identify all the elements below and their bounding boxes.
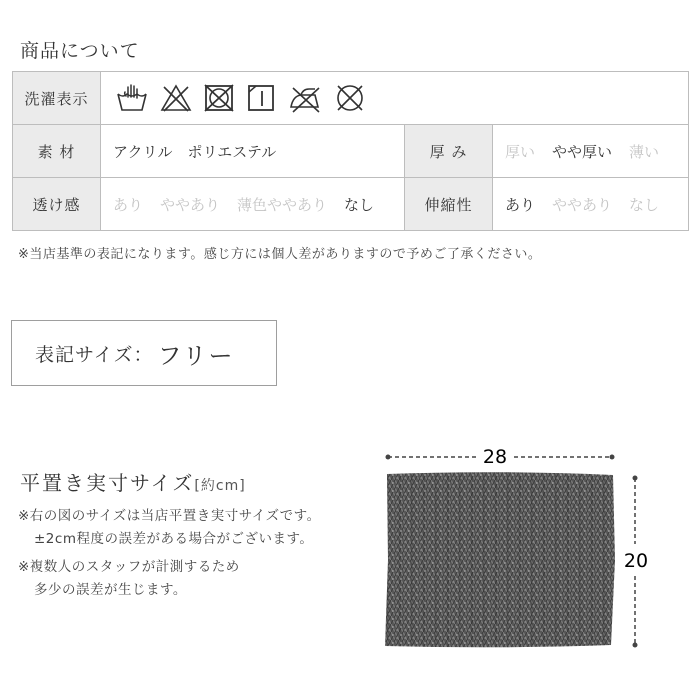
no-bleach-icon bbox=[160, 83, 192, 113]
material-row bbox=[13, 125, 689, 178]
option-somewhat: ややあり bbox=[552, 195, 613, 214]
flat-size-unit: [約cm] bbox=[194, 478, 246, 494]
size-note-1 bbox=[18, 505, 321, 551]
size-label: 表記サイズ： bbox=[35, 343, 154, 366]
hand-wash-icon bbox=[115, 83, 149, 113]
option-thin: 薄い bbox=[629, 142, 660, 161]
transparency-row bbox=[13, 178, 689, 231]
section-title: 商品について bbox=[20, 40, 140, 62]
size-note-line3: ※複数人のスタッフが計測するため bbox=[18, 559, 240, 575]
wash-row bbox=[13, 72, 689, 125]
no-dry-clean-icon bbox=[334, 83, 366, 113]
size-diagram bbox=[375, 440, 675, 660]
size-note-line4: 多少の誤差が生じます。 bbox=[34, 582, 187, 598]
option-yes: あり bbox=[113, 195, 144, 214]
option-none: なし bbox=[629, 195, 660, 214]
height-end-top bbox=[633, 476, 638, 481]
height-value: 20 bbox=[623, 550, 649, 572]
size-value: フリー bbox=[157, 341, 235, 370]
size-note-line1: ※右の図のサイズは当店平置き実寸サイズです。 bbox=[18, 508, 321, 524]
thickness-label: 厚 み bbox=[405, 125, 493, 178]
option-somewhat: ややあり bbox=[160, 195, 221, 214]
wash-label: 洗濯表示 bbox=[13, 72, 101, 125]
no-tumble-dry-icon bbox=[203, 83, 235, 113]
size-note-line2: ±2cm程度の誤差がある場合がございます。 bbox=[34, 531, 314, 547]
width-end-left bbox=[386, 455, 391, 460]
option-thick: 厚い bbox=[505, 142, 536, 161]
material-label: 素 材 bbox=[13, 125, 101, 178]
height-end-bottom bbox=[633, 643, 638, 648]
width-end-right bbox=[610, 455, 615, 460]
flat-size-title bbox=[20, 467, 246, 496]
transparency-label: 透け感 bbox=[13, 178, 101, 231]
disclaimer-note: ※当店基準の表記になります。感じ方には個人差がありますので予めご了承ください。 bbox=[18, 247, 542, 262]
option-slightly-thick: やや厚い bbox=[552, 142, 613, 161]
material-value: アクリル ポリエステル bbox=[101, 125, 405, 178]
line-dry-icon bbox=[246, 83, 276, 113]
size-box bbox=[11, 320, 277, 386]
stretch-options bbox=[493, 178, 689, 231]
wash-icons-cell bbox=[101, 72, 689, 125]
flat-size-title-text: 平置き実寸サイズ bbox=[20, 471, 195, 495]
option-light-color-somewhat: 薄色ややあり bbox=[237, 195, 328, 214]
size-note-2 bbox=[18, 556, 240, 602]
thickness-options bbox=[493, 125, 689, 178]
transparency-options bbox=[101, 178, 405, 231]
no-iron-icon bbox=[287, 83, 323, 113]
stretch-label: 伸縮性 bbox=[405, 178, 493, 231]
spec-table bbox=[12, 71, 689, 231]
width-value: 28 bbox=[482, 446, 508, 468]
option-none: なし bbox=[344, 195, 375, 214]
option-yes: あり bbox=[505, 195, 536, 214]
